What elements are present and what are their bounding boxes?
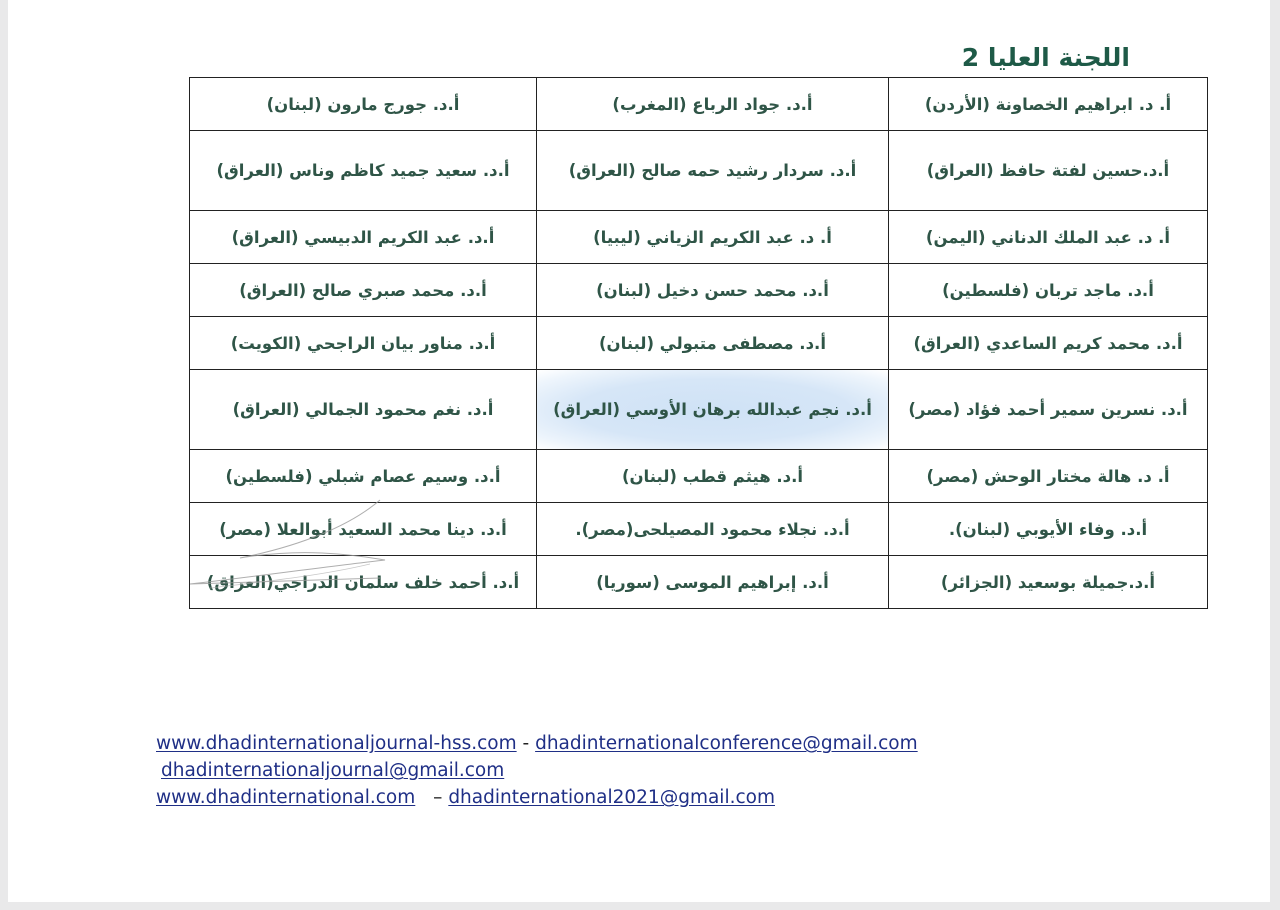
table-cell: أ.د.جميلة بوسعيد (الجزائر) [889, 556, 1208, 609]
table-cell: أ.د. محمد صبري صالح (العراق) [190, 264, 537, 317]
table-cell: أ.د. ماجد تربان (فلسطين) [889, 264, 1208, 317]
table-cell: أ. د. عبد الملك الدناني (اليمن) [889, 211, 1208, 264]
table-row [190, 317, 1208, 370]
table-cell: أ.د. مناور بيان الراجحي (الكويت) [190, 317, 537, 370]
table-cell: أ.د. وفاء الأيوبي (لبنان). [889, 503, 1208, 556]
website-link-2[interactable]: www.dhadinternational.com [156, 787, 416, 808]
table-cell: أ.د. جواد الرباع (المغرب) [537, 78, 889, 131]
footer-line-3 [156, 784, 918, 811]
table-cell: أ.د. دينا محمد السعيد أبوالعلا (مصر) [190, 503, 537, 556]
table-row [190, 503, 1208, 556]
journal-email-link[interactable]: dhadinternationaljournal@gmail.com [161, 760, 505, 781]
website-link[interactable]: www.dhadinternationaljournal-hss.com [156, 733, 517, 754]
separator: - [522, 733, 530, 754]
table-row [190, 450, 1208, 503]
committee-table [189, 77, 1208, 609]
table-cell: أ.د. أحمد خلف سلمان الدراجي(العراق) [190, 556, 537, 609]
table-cell: أ.د. سعيد جميد كاظم وناس (العراق) [190, 131, 537, 211]
table-row [190, 131, 1208, 211]
table-cell-highlighted: أ.د. نجم عبدالله برهان الأوسي (العراق) [537, 370, 889, 450]
table-row [190, 370, 1208, 450]
table-cell: أ.د. عبد الكريم الدبيسي (العراق) [190, 211, 537, 264]
table-cell: أ. د. عبد الكريم الزياني (ليبيا) [537, 211, 889, 264]
table-cell: أ.د. إبراهيم الموسى (سوريا) [537, 556, 889, 609]
table-cell: أ.د. جورج مارون (لبنان) [190, 78, 537, 131]
table-cell: أ. د. ابراهيم الخصاونة (الأردن) [889, 78, 1208, 131]
table-cell: أ.د. نسرين سمير أحمد فؤاد (مصر) [889, 370, 1208, 450]
footer-line-1 [156, 730, 918, 757]
table-row [190, 556, 1208, 609]
table-cell: أ.د. محمد حسن دخيل (لبنان) [537, 264, 889, 317]
table-cell: أ.د. سردار رشيد حمه صالح (العراق) [537, 131, 889, 211]
table-cell: أ.د.حسين لفتة حافظ (العراق) [889, 131, 1208, 211]
email-2021-link[interactable]: dhadinternational2021@gmail.com [448, 787, 775, 808]
page-title: اللجنة العليا 2 [961, 43, 1130, 72]
footer-links [156, 730, 918, 811]
table-row [190, 211, 1208, 264]
table-cell: أ.د. مصطفى متبولي (لبنان) [537, 317, 889, 370]
table-cell: أ.د. نغم محمود الجمالي (العراق) [190, 370, 537, 450]
table-row [190, 78, 1208, 131]
table-cell: أ.د. وسيم عصام شبلي (فلسطين) [190, 450, 537, 503]
footer-line-2 [156, 757, 918, 784]
separator: – [433, 787, 443, 808]
table-cell: أ.د. نجلاء محمود المصيلحى(مصر). [537, 503, 889, 556]
table-row [190, 264, 1208, 317]
table-cell: أ. د. هالة مختار الوحش (مصر) [889, 450, 1208, 503]
table-cell: أ.د. هيثم قطب (لبنان) [537, 450, 889, 503]
table-cell: أ.د. محمد كريم الساعدي (العراق) [889, 317, 1208, 370]
conference-email-link[interactable]: dhadinternationalconference@gmail.com [535, 733, 918, 754]
